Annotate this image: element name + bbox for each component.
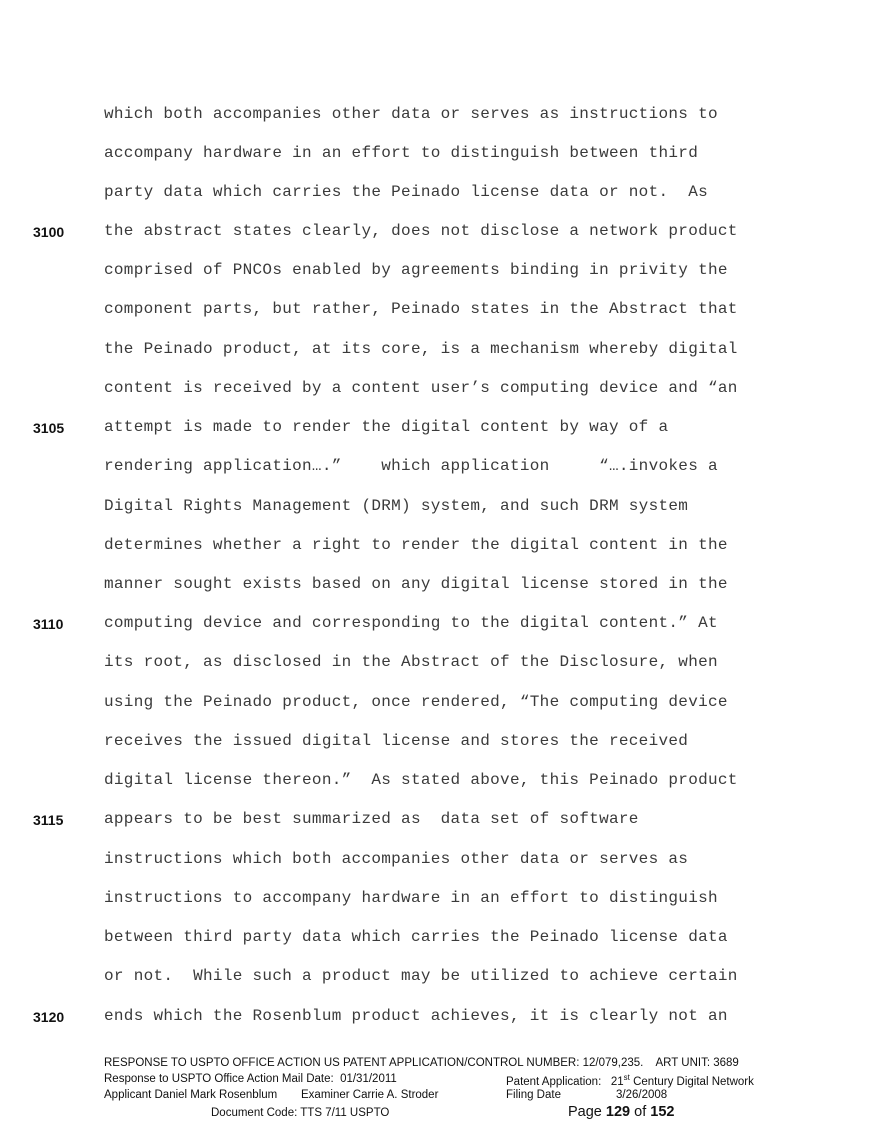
footer-applicant: Applicant Daniel Mark Rosenblum <box>104 1089 278 1101</box>
text-line: its root, as disclosed in the Abstract of the Disclosure, when <box>104 653 718 671</box>
line-number: 3110 <box>33 616 64 632</box>
text-line: or not. While such a product may be utilized to achieve certain <box>104 967 738 985</box>
text-line: party data which carries the Peinado license data or not. As <box>104 183 708 201</box>
text-line: receives the issued digital license and stores the received <box>104 732 689 750</box>
text-line: determines whether a right to render the digital content in the <box>104 536 728 554</box>
page-current: 129 <box>605 1104 631 1120</box>
text-line: Digital Rights Management (DRM) system, and such DRM system <box>104 497 689 515</box>
line-number: 3100 <box>33 224 65 240</box>
footer-examiner: Examiner Carrie A. Stroder <box>301 1089 439 1101</box>
footer-application-line: RESPONSE TO USPTO OFFICE ACTION US PATENT APPLICATION/CONTROL NUMBER: 12/079,235. ART UNIT: 3689 <box>104 1057 739 1069</box>
line-number: 3120 <box>33 1009 65 1025</box>
page-label: Page <box>568 1104 606 1120</box>
text-line: attempt is made to render the digital content by way of a <box>104 418 669 436</box>
text-line: comprised of PNCOs enabled by agreements binding in privity the <box>104 261 728 279</box>
patent-app-value: Century Digital Network <box>629 1075 754 1088</box>
line-number: 3115 <box>33 812 64 828</box>
text-line: using the Peinado product, once rendered, “The computing device <box>104 693 728 711</box>
footer-page-number <box>568 1104 674 1120</box>
line-number: 3105 <box>33 420 65 436</box>
patent-app-label: Patent Application: <box>506 1075 602 1088</box>
text-line: the Peinado product, at its core, is a mechanism whereby digital <box>104 340 738 358</box>
text-line: instructions which both accompanies other data or serves as <box>104 850 689 868</box>
text-line: accompany hardware in an effort to distinguish between third <box>104 144 699 162</box>
page-of: of <box>630 1104 651 1120</box>
text-line: computing device and corresponding to the digital content.” At <box>104 614 718 632</box>
text-line: which both accompanies other data or serves as instructions to <box>104 105 718 123</box>
text-line: manner sought exists based on any digital license stored in the <box>104 575 728 593</box>
text-line: rendering application….” which application “….invokes a <box>104 457 718 475</box>
text-line: content is received by a content user’s computing device and “an <box>104 379 738 397</box>
text-line: ends which the Rosenblum product achieves, it is clearly not an <box>104 1007 728 1025</box>
text-line: digital license thereon.” As stated above, this Peinado product <box>104 771 738 789</box>
text-line: appears to be best summarized as data set of software <box>104 810 639 828</box>
footer-filing-label: Filing Date <box>506 1089 561 1101</box>
footer-response-date: Response to USPTO Office Action Mail Date: 01/31/2011 <box>104 1073 397 1085</box>
page-total: 152 <box>650 1104 675 1120</box>
text-line: component parts, but rather, Peinado states in the Abstract that <box>104 300 738 318</box>
text-line: between third party data which carries the Peinado license data <box>104 928 728 946</box>
footer-document-code: Document Code: TTS 7/11 USPTO <box>211 1107 390 1119</box>
patent-app-ordinal: 21 <box>610 1075 624 1088</box>
footer-filing-date: 3/26/2008 <box>616 1089 668 1101</box>
footer-patent-application <box>506 1073 754 1088</box>
text-line: the abstract states clearly, does not disclose a network product <box>104 222 738 240</box>
text-line: instructions to accompany hardware in an effort to distinguish <box>104 889 718 907</box>
patent-app-sup: st <box>623 1073 630 1082</box>
